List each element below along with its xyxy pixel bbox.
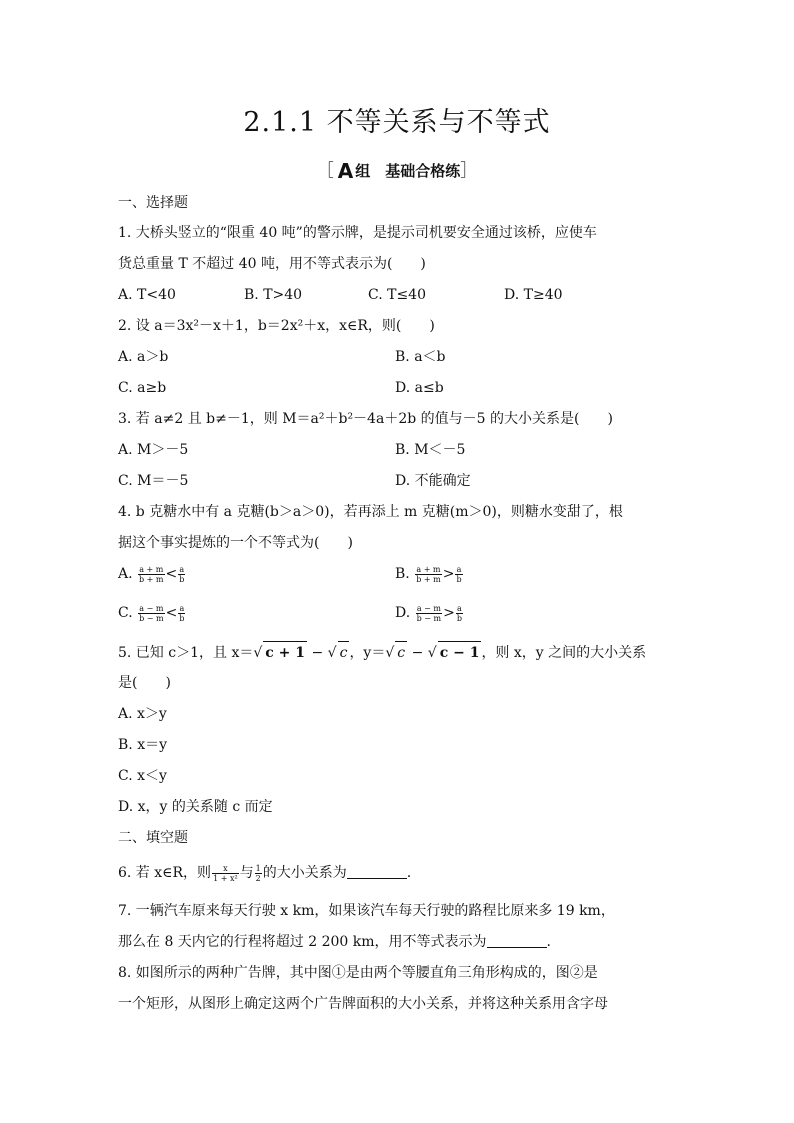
page-title: 2.1.1 不等关系与不等式 [243, 107, 551, 138]
question-3-options-row-1 [118, 439, 678, 461]
question-4-line-1: 4. b 克糖水中有 a 克糖(b＞a＞0)，若再添上 m 克糖(m＞0)，则糖水变甜了，根 [118, 504, 623, 520]
question-5-line-1: 5. 已知 c＞1，且 x＝√ c + 1 − √ c ，y＝√ c − √ c − 1 ，则 x，y 之间的大小关系 [118, 641, 646, 663]
group-bracket-open: ［ [316, 161, 334, 181]
question-4-option-a[interactable]: A. $\frac{a + m}{b + m}$ < $\frac{a}{b}$ [118, 564, 185, 584]
question-5-option-b[interactable]: B. x＝y [118, 737, 167, 753]
question-3-option-c[interactable]: C. M＝－5 [118, 473, 189, 489]
section-heading-choice: 一、选择题 [118, 195, 188, 211]
group-label: 组 基础合格练 [355, 162, 461, 180]
question-3-options-row-2 [118, 470, 678, 492]
question-2-option-d[interactable]: D. a≤b [395, 380, 444, 396]
question-1-option-b[interactable]: B. T>40 [244, 287, 303, 303]
question-1-option-c[interactable]: C. T≤40 [368, 287, 426, 303]
question-4-line-2: 据这个事实提炼的一个不等式为( ) [118, 535, 353, 551]
question-2-options-row-2 [118, 377, 678, 399]
question-3-text: 3. 若 a≠2 且 b≠－1，则 M＝a²＋b²－4a＋2b 的值与－5 的大小关系是( ) [118, 411, 613, 427]
question-4-option-b[interactable]: B. $\frac{a + m}{b + m}$ > $\frac{a}{b}$ [395, 564, 462, 584]
question-4-options-row-1 [118, 563, 678, 585]
question-3-option-a[interactable]: A. M＞－5 [118, 442, 189, 458]
question-1-option-d[interactable]: D. T≥40 [504, 287, 563, 303]
question-4-option-c[interactable]: C. $\frac{a - m}{b - m}$ < $\frac{a}{b}$ [118, 603, 185, 623]
question-5-option-d[interactable]: D. x，y 的关系随 c 而定 [118, 799, 273, 815]
question-1-options [118, 284, 678, 306]
question-3-option-b[interactable]: B. M＜－5 [395, 442, 466, 458]
question-6-answer-blank[interactable] [347, 864, 407, 879]
question-4-option-d[interactable]: D. $\frac{a - m}{b - m}$ > $\frac{a}{b}$ [395, 603, 462, 623]
question-2-text: 2. 设 a＝3x²－x＋1，b＝2x²＋x，x∈R，则( ) [118, 318, 435, 334]
question-7-line-1: 7. 一辆汽车原来每天行驶 x km，如果该汽车每天行驶的路程比原来多 19 km， [118, 903, 615, 919]
question-1-option-a[interactable]: A. T<40 [118, 287, 176, 303]
question-2-options-row-1 [118, 346, 678, 368]
group-heading [0, 156, 794, 183]
question-8-line-2: 一个矩形，从图形上确定这两个广告牌面积的大小关系，并将这种关系用含字母 [118, 996, 608, 1012]
group-badge: A [337, 159, 354, 183]
question-8-line-1: 8. 如图所示的两种广告牌，其中图①是由两个等腰直角三角形构成的，图②是 [118, 965, 598, 981]
question-5-line-2: 是( ) [118, 675, 171, 691]
question-4-options-row-2 [118, 602, 678, 624]
question-5-option-a[interactable]: A. x＞y [118, 706, 167, 722]
question-2-option-c[interactable]: C. a≥b [118, 380, 167, 396]
question-1-line-1: 1. 大桥头竖立的“限重 40 吨”的警示牌，是提示司机要安全通过该桥，应使车 [118, 225, 597, 241]
question-2-option-b[interactable]: B. a＜b [395, 349, 446, 365]
question-7-answer-blank[interactable] [487, 933, 547, 948]
question-2-option-a[interactable]: A. a＞b [118, 349, 169, 365]
section-heading-fill: 二、填空题 [118, 830, 188, 846]
question-7-line-2: 那么在 8 天内它的行程将超过 2 200 km，用不等式表示为 . [118, 934, 551, 950]
group-bracket-close: ］ [460, 161, 478, 181]
question-6-text: 6. 若 x∈R，则 $\frac{x}{\text{1 + x²}}$ 与 $\frac{1}{2}$ 的大小关系为 . [118, 863, 412, 883]
question-3-option-d[interactable]: D. 不能确定 [395, 473, 471, 489]
question-5-option-c[interactable]: C. x＜y [118, 768, 167, 784]
question-1-line-2: 货总重量 T 不超过 40 吨，用不等式表示为( ) [118, 256, 426, 272]
